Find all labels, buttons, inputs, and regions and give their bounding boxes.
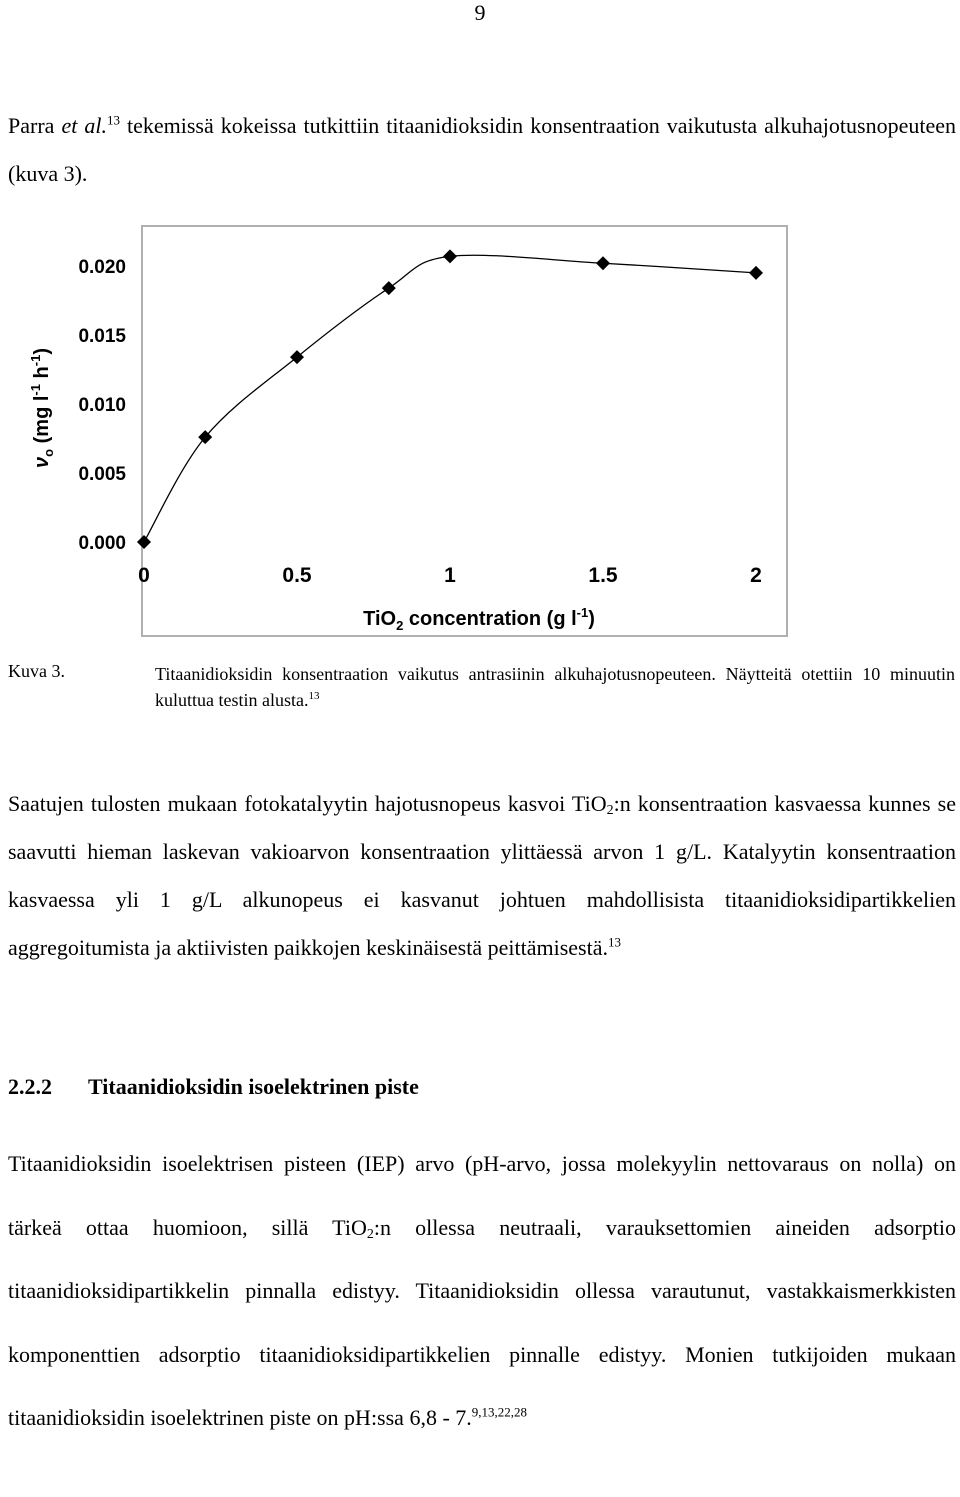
- iep-text-a: Titaanidioksidin isoelektrisen pisteen (IEP) arvo (pH-arvo, jossa molekyylin nettovaraus on nolla) on tärkeä ottaa huomioon, sillä TiO: [8, 1151, 956, 1240]
- subscript: 2: [606, 803, 614, 818]
- iep-paragraph: [8, 1132, 956, 1450]
- y-tick-label: 0.010: [78, 395, 126, 416]
- figure-caption: [155, 661, 955, 713]
- data-point: [290, 350, 304, 364]
- intro-text: tekemissä kokeissa tutkittiin titaanidioksidin konsentraation vaikutusta alkuhajotusnopeuteen (kuva 3).: [8, 113, 957, 186]
- plot-frame: [142, 226, 787, 636]
- subscript: 2: [366, 1226, 374, 1242]
- y-tick-label: 0.005: [78, 464, 126, 485]
- concentration-rate-chart: [26, 218, 796, 642]
- reference-mark: 13: [308, 690, 320, 702]
- data-point: [596, 256, 610, 270]
- x-axis-label: TiO$_2$ concentration (g $l^{-1}$): [363, 605, 595, 633]
- et-al: et al.: [61, 113, 107, 138]
- y-tick-label: 0.015: [78, 326, 126, 347]
- series-curve: [144, 255, 756, 542]
- reference-mark: 9,13,22,28: [471, 1404, 528, 1420]
- reference-mark: 13: [607, 934, 621, 950]
- section-heading: [8, 1074, 419, 1100]
- results-paragraph: [8, 780, 956, 972]
- series-points: [137, 249, 763, 549]
- figure-label: Kuva 3.: [8, 661, 65, 681]
- results-text-a: Saatujen tulosten mukaan fotokatalyytin hajotusnopeus kasvoi TiO: [8, 791, 607, 816]
- x-axis-ticks: [138, 564, 762, 587]
- data-point: [137, 535, 151, 549]
- x-tick-label: 2: [750, 564, 762, 587]
- section-title: Titaanidioksidin isoelektrinen piste: [88, 1074, 419, 1099]
- y-axis-label: $\nu_o$ (mg $l^{-1}$ $h^{-1}$): [28, 348, 56, 468]
- intro-paragraph: [8, 102, 956, 198]
- iep-text-b: :n ollessa neutraali, varauksettomien aineiden adsorptio titaanidioksidipartikkelin pinnalla edistyy. Titaanidioksidin ollessa varautunut, vastakkaismerkkisten komponenttien adsorptio titaanidioksidipartikkelien pinnalle edistyy. Monien tutkijoiden mukaan titaanidioksidin isoelektrinen piste on pH:ssa 6,8 - 7.: [8, 1214, 956, 1430]
- data-point: [382, 281, 396, 295]
- y-tick-label: 0.000: [78, 533, 126, 554]
- author-name: Parra: [8, 113, 55, 138]
- page-number: 9: [474, 0, 486, 25]
- x-tick-label: 0: [138, 564, 150, 587]
- x-tick-label: 0.5: [282, 564, 312, 587]
- y-axis-ticks: [78, 257, 126, 554]
- x-tick-label: 1.5: [588, 564, 618, 587]
- data-point: [443, 249, 457, 263]
- x-tick-label: 1: [444, 564, 456, 587]
- data-point: [749, 266, 763, 280]
- section-number: 2.2.2: [8, 1074, 52, 1099]
- caption-text: Titaanidioksidin konsentraation vaikutus antrasiinin alkuhajotusnopeuteen. Näytteitä otettiin 10 minuutin kuluttua testin alusta.: [155, 664, 955, 710]
- reference-mark: 13: [106, 112, 120, 128]
- results-text-b: :n konsentraation kasvaessa kunnes se saavutti hieman laskevan vakioarvon konsentraation ylittäessä arvon 1 g/L. Katalyytin konsentraation kasvaessa yli 1 g/L alkunopeus ei kasvanut johtuen mahdollisista titaanidioksidipartikkelien aggregoitumista ja aktiivisten paikkojen keskinäisestä peittämisestä.: [8, 791, 956, 960]
- y-tick-label: 0.020: [78, 257, 126, 278]
